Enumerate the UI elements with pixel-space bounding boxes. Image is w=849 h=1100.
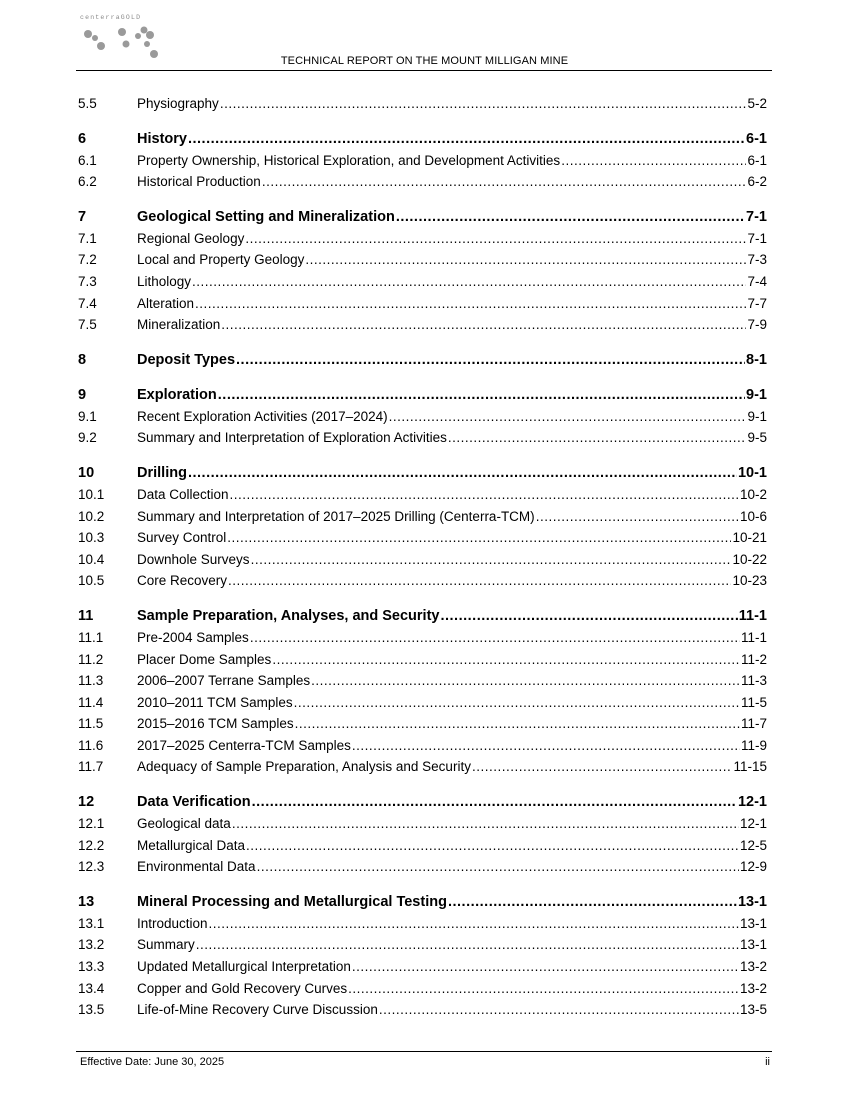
toc-page-number: 11-7 bbox=[740, 716, 767, 732]
toc-title: Property Ownership, Historical Exploration, and Development Activities bbox=[137, 152, 561, 168]
toc-number: 10.1 bbox=[78, 486, 105, 502]
toc-subsection-entry[interactable] bbox=[78, 509, 767, 531]
toc-number: 10 bbox=[78, 464, 95, 481]
toc-title: Summary and Interpretation of 2017–2025 Drilling (Centerra-TCM) bbox=[137, 508, 535, 524]
toc-section-entry[interactable] bbox=[78, 465, 767, 487]
toc-page-number: 6-2 bbox=[747, 174, 767, 190]
toc-title: Introduction bbox=[137, 915, 208, 931]
toc-dot-leader bbox=[227, 530, 731, 545]
toc-subsection-entry[interactable] bbox=[78, 530, 767, 552]
toc-section-entry[interactable] bbox=[78, 608, 767, 630]
toc-title: Summary bbox=[137, 937, 195, 953]
toc-dot-leader bbox=[311, 673, 740, 688]
toc-subsection-entry[interactable] bbox=[78, 274, 767, 296]
toc-subsection-entry[interactable] bbox=[78, 695, 767, 717]
toc-dot-leader bbox=[536, 509, 739, 524]
toc-number: 12.3 bbox=[78, 859, 105, 875]
toc-number: 7.3 bbox=[78, 273, 97, 289]
toc-title: 2006–2007 Terrane Samples bbox=[137, 673, 311, 689]
toc-page-number: 10-22 bbox=[732, 551, 767, 567]
toc-dot-leader bbox=[188, 131, 745, 147]
toc-subsection-entry[interactable] bbox=[78, 96, 767, 118]
toc-title: Updated Metallurgical Interpretation bbox=[137, 959, 351, 975]
toc-number: 7.1 bbox=[78, 230, 97, 246]
toc-subsection-entry[interactable] bbox=[78, 1002, 767, 1024]
toc-page-number: 12-1 bbox=[739, 816, 767, 832]
toc-number: 11 bbox=[78, 607, 94, 624]
toc-dot-leader bbox=[257, 859, 739, 874]
toc-section-entry[interactable] bbox=[78, 352, 767, 374]
toc-subsection-entry[interactable] bbox=[78, 317, 767, 339]
toc-page-number: 11-1 bbox=[740, 629, 767, 645]
toc-title: Core Recovery bbox=[137, 573, 228, 589]
toc-number: 13.3 bbox=[78, 959, 105, 975]
toc-dot-leader bbox=[188, 465, 737, 481]
toc-number: 13 bbox=[78, 893, 95, 910]
toc-title: Copper and Gold Recovery Curves bbox=[137, 980, 348, 996]
toc-number: 13.2 bbox=[78, 937, 105, 953]
toc-subsection-entry[interactable] bbox=[78, 630, 767, 652]
toc-number: 6 bbox=[78, 130, 87, 147]
toc-page-number: 11-1 bbox=[738, 607, 767, 624]
toc-section-entry[interactable] bbox=[78, 387, 767, 409]
toc-title: Recent Exploration Activities (2017–2024) bbox=[137, 408, 388, 424]
toc-dot-leader bbox=[448, 894, 737, 910]
toc-title: Summary and Interpretation of Exploration Activities bbox=[137, 430, 447, 446]
toc-number: 7.4 bbox=[78, 295, 97, 311]
toc-title: Sample Preparation, Analyses, and Security bbox=[137, 607, 440, 624]
header-divider bbox=[76, 70, 772, 71]
toc-dot-leader bbox=[379, 1002, 739, 1017]
toc-dot-leader bbox=[396, 209, 745, 225]
toc-number: 10.5 bbox=[78, 573, 105, 589]
toc-dot-leader bbox=[251, 552, 732, 567]
toc-number: 6.1 bbox=[78, 152, 97, 168]
toc-dot-leader bbox=[561, 153, 746, 168]
toc-number: 7 bbox=[78, 208, 87, 225]
toc-number: 11.1 bbox=[78, 629, 104, 645]
toc-page-number: 11-3 bbox=[740, 673, 767, 689]
toc-title: Regional Geology bbox=[137, 230, 245, 246]
toc-number: 12.2 bbox=[78, 837, 105, 853]
toc-dot-leader bbox=[295, 716, 740, 731]
toc-title: Geological data bbox=[137, 816, 231, 832]
toc-page-number: 8-1 bbox=[746, 351, 767, 368]
toc-title: 2015–2016 TCM Samples bbox=[137, 716, 294, 732]
toc-title: Survey Control bbox=[137, 530, 227, 546]
toc-subsection-entry[interactable] bbox=[78, 153, 767, 175]
toc-page-number: 10-6 bbox=[739, 508, 767, 524]
toc-dot-leader bbox=[352, 959, 739, 974]
toc-dot-leader bbox=[440, 608, 737, 624]
toc-subsection-entry[interactable] bbox=[78, 573, 767, 595]
toc-page-number: 5-2 bbox=[747, 96, 767, 111]
toc-title: Placer Dome Samples bbox=[137, 651, 272, 667]
toc-title: Mineral Processing and Metallurgical Testing bbox=[137, 893, 447, 910]
toc-number: 7.5 bbox=[78, 317, 97, 333]
toc-title: 2010–2011 TCM Samples bbox=[137, 694, 293, 710]
toc-subsection-entry[interactable] bbox=[78, 252, 767, 274]
toc-number: 6.2 bbox=[78, 174, 97, 190]
toc-dot-leader bbox=[252, 794, 737, 810]
toc-subsection-entry[interactable] bbox=[78, 759, 767, 781]
toc-subsection-entry[interactable] bbox=[78, 552, 767, 574]
toc-title: Environmental Data bbox=[137, 859, 256, 875]
toc-title: Exploration bbox=[137, 386, 217, 403]
toc-subsection-entry[interactable] bbox=[78, 959, 767, 981]
page-number: ii bbox=[765, 1056, 770, 1068]
toc-page-number: 6-1 bbox=[746, 130, 767, 147]
toc-number: 9.1 bbox=[78, 408, 97, 424]
toc-title: Lithology bbox=[137, 273, 192, 289]
toc-title: Life-of-Mine Recovery Curve Discussion bbox=[137, 1002, 378, 1018]
toc-number: 10.3 bbox=[78, 530, 105, 546]
toc-number: 5.5 bbox=[78, 96, 97, 111]
toc-title: Metallurgical Data bbox=[137, 837, 246, 853]
toc-dot-leader bbox=[305, 252, 746, 267]
toc-page-number: 7-3 bbox=[747, 252, 767, 268]
toc-page-number: 6-1 bbox=[747, 152, 767, 168]
toc-dot-leader bbox=[230, 487, 739, 502]
toc-page-number: 13-5 bbox=[739, 1002, 767, 1018]
toc-title: Deposit Types bbox=[137, 351, 236, 368]
toc-title: Geological Setting and Mineralization bbox=[137, 208, 395, 225]
toc-dot-leader bbox=[232, 816, 739, 831]
toc-section-entry[interactable] bbox=[78, 794, 767, 816]
toc-subsection-entry[interactable] bbox=[78, 981, 767, 1003]
toc-subsection-entry[interactable] bbox=[78, 174, 767, 196]
toc-number: 12 bbox=[78, 794, 95, 811]
toc-subsection-entry[interactable] bbox=[78, 673, 767, 695]
footer-divider bbox=[76, 1051, 772, 1052]
toc-page-number: 12-9 bbox=[739, 859, 767, 875]
toc-subsection-entry[interactable] bbox=[78, 937, 767, 959]
toc-title: Local and Property Geology bbox=[137, 252, 305, 268]
toc-section-entry[interactable] bbox=[78, 209, 767, 231]
toc-number: 10.4 bbox=[78, 551, 105, 567]
toc-subsection-entry[interactable] bbox=[78, 409, 767, 431]
toc-page-number: 12-1 bbox=[737, 794, 767, 811]
report-title: TECHNICAL REPORT ON THE MOUNT MILLIGAN MINE bbox=[280, 55, 569, 67]
toc-title: Drilling bbox=[137, 464, 187, 481]
toc-title: Downhole Surveys bbox=[137, 551, 250, 567]
toc-page-number: 11-15 bbox=[733, 759, 767, 775]
toc-title: Mineralization bbox=[137, 317, 221, 333]
toc-dot-leader bbox=[352, 738, 740, 753]
toc-title: Alteration bbox=[137, 295, 195, 311]
toc-page-number: 10-23 bbox=[732, 573, 767, 589]
table-of-contents bbox=[78, 96, 767, 1024]
toc-dot-leader bbox=[294, 695, 740, 710]
toc-dot-leader bbox=[221, 317, 746, 332]
toc-title: Historical Production bbox=[137, 174, 261, 190]
toc-page-number: 13-2 bbox=[739, 980, 767, 996]
toc-title: Physiography bbox=[137, 96, 219, 111]
toc-dot-leader bbox=[389, 409, 747, 424]
toc-dot-leader bbox=[192, 274, 746, 289]
toc-number: 11.7 bbox=[78, 759, 104, 775]
toc-number: 12.1 bbox=[78, 816, 105, 832]
toc-section-entry[interactable] bbox=[78, 894, 767, 916]
toc-subsection-entry[interactable] bbox=[78, 859, 767, 881]
toc-dot-leader bbox=[348, 981, 739, 996]
toc-subsection-entry[interactable] bbox=[78, 231, 767, 253]
toc-page-number: 7-7 bbox=[747, 295, 767, 311]
toc-page-number: 7-4 bbox=[747, 273, 767, 289]
toc-subsection-entry[interactable] bbox=[78, 838, 767, 860]
toc-dot-leader bbox=[245, 231, 746, 246]
toc-page-number: 13-1 bbox=[737, 893, 767, 910]
toc-number: 9 bbox=[78, 386, 87, 403]
toc-title: Pre-2004 Samples bbox=[137, 629, 249, 645]
toc-page-number: 7-1 bbox=[747, 230, 767, 246]
toc-number: 13.1 bbox=[78, 915, 105, 931]
toc-dot-leader bbox=[262, 174, 747, 189]
toc-title: Adequacy of Sample Preparation, Analysis and Security bbox=[137, 759, 471, 775]
toc-dot-leader bbox=[236, 352, 745, 368]
toc-page-number: 12-5 bbox=[739, 837, 767, 853]
toc-page-number: 9-5 bbox=[747, 430, 767, 446]
toc-subsection-entry[interactable] bbox=[78, 738, 767, 760]
toc-number: 11.5 bbox=[78, 716, 104, 732]
toc-number: 11.3 bbox=[78, 673, 104, 689]
toc-title: 2017–2025 Centerra-TCM Samples bbox=[137, 737, 351, 753]
toc-dot-leader bbox=[196, 937, 739, 952]
toc-page-number: 9-1 bbox=[747, 408, 767, 424]
toc-number: 11.4 bbox=[78, 694, 104, 710]
toc-dot-leader bbox=[472, 759, 733, 774]
toc-page-number: 13-1 bbox=[739, 937, 767, 953]
toc-dot-leader bbox=[209, 916, 739, 931]
toc-page-number: 9-1 bbox=[746, 386, 767, 403]
toc-subsection-entry[interactable] bbox=[78, 296, 767, 318]
toc-number: 11.6 bbox=[78, 737, 104, 753]
toc-page-number: 7-9 bbox=[747, 317, 767, 333]
toc-title: Data Collection bbox=[137, 486, 229, 502]
effective-date: Effective Date: June 30, 2025 bbox=[80, 1056, 225, 1068]
toc-dot-leader bbox=[218, 387, 745, 403]
toc-number: 9.2 bbox=[78, 430, 97, 446]
toc-subsection-entry[interactable] bbox=[78, 716, 767, 738]
toc-dot-leader bbox=[228, 573, 731, 588]
toc-page-number: 11-2 bbox=[740, 651, 767, 667]
toc-subsection-entry[interactable] bbox=[78, 487, 767, 509]
toc-dot-leader bbox=[246, 838, 739, 853]
toc-number: 13.4 bbox=[78, 980, 105, 996]
toc-number: 11.2 bbox=[78, 651, 104, 667]
toc-page-number: 11-9 bbox=[740, 737, 767, 753]
toc-page-number: 7-1 bbox=[746, 208, 767, 225]
toc-section-entry[interactable] bbox=[78, 131, 767, 153]
toc-dot-leader bbox=[220, 96, 747, 111]
toc-subsection-entry[interactable] bbox=[78, 430, 767, 452]
toc-title: History bbox=[137, 130, 187, 147]
logo-wordmark: centerraGOLD bbox=[80, 14, 142, 21]
toc-dot-leader bbox=[448, 430, 747, 445]
toc-page-number: 11-5 bbox=[740, 694, 767, 710]
toc-page-number: 10-21 bbox=[732, 530, 767, 546]
toc-number: 10.2 bbox=[78, 508, 105, 524]
toc-page-number: 10-2 bbox=[739, 486, 767, 502]
toc-dot-leader bbox=[272, 652, 740, 667]
toc-dot-leader bbox=[195, 296, 746, 311]
toc-number: 8 bbox=[78, 351, 87, 368]
toc-dot-leader bbox=[250, 630, 740, 645]
toc-number: 13.5 bbox=[78, 1002, 105, 1018]
toc-subsection-entry[interactable] bbox=[78, 916, 767, 938]
toc-page-number: 10-1 bbox=[737, 464, 767, 481]
toc-title: Data Verification bbox=[137, 794, 251, 811]
toc-subsection-entry[interactable] bbox=[78, 816, 767, 838]
toc-page-number: 13-1 bbox=[739, 915, 767, 931]
toc-subsection-entry[interactable] bbox=[78, 652, 767, 674]
toc-number: 7.2 bbox=[78, 252, 97, 268]
toc-page-number: 13-2 bbox=[739, 959, 767, 975]
